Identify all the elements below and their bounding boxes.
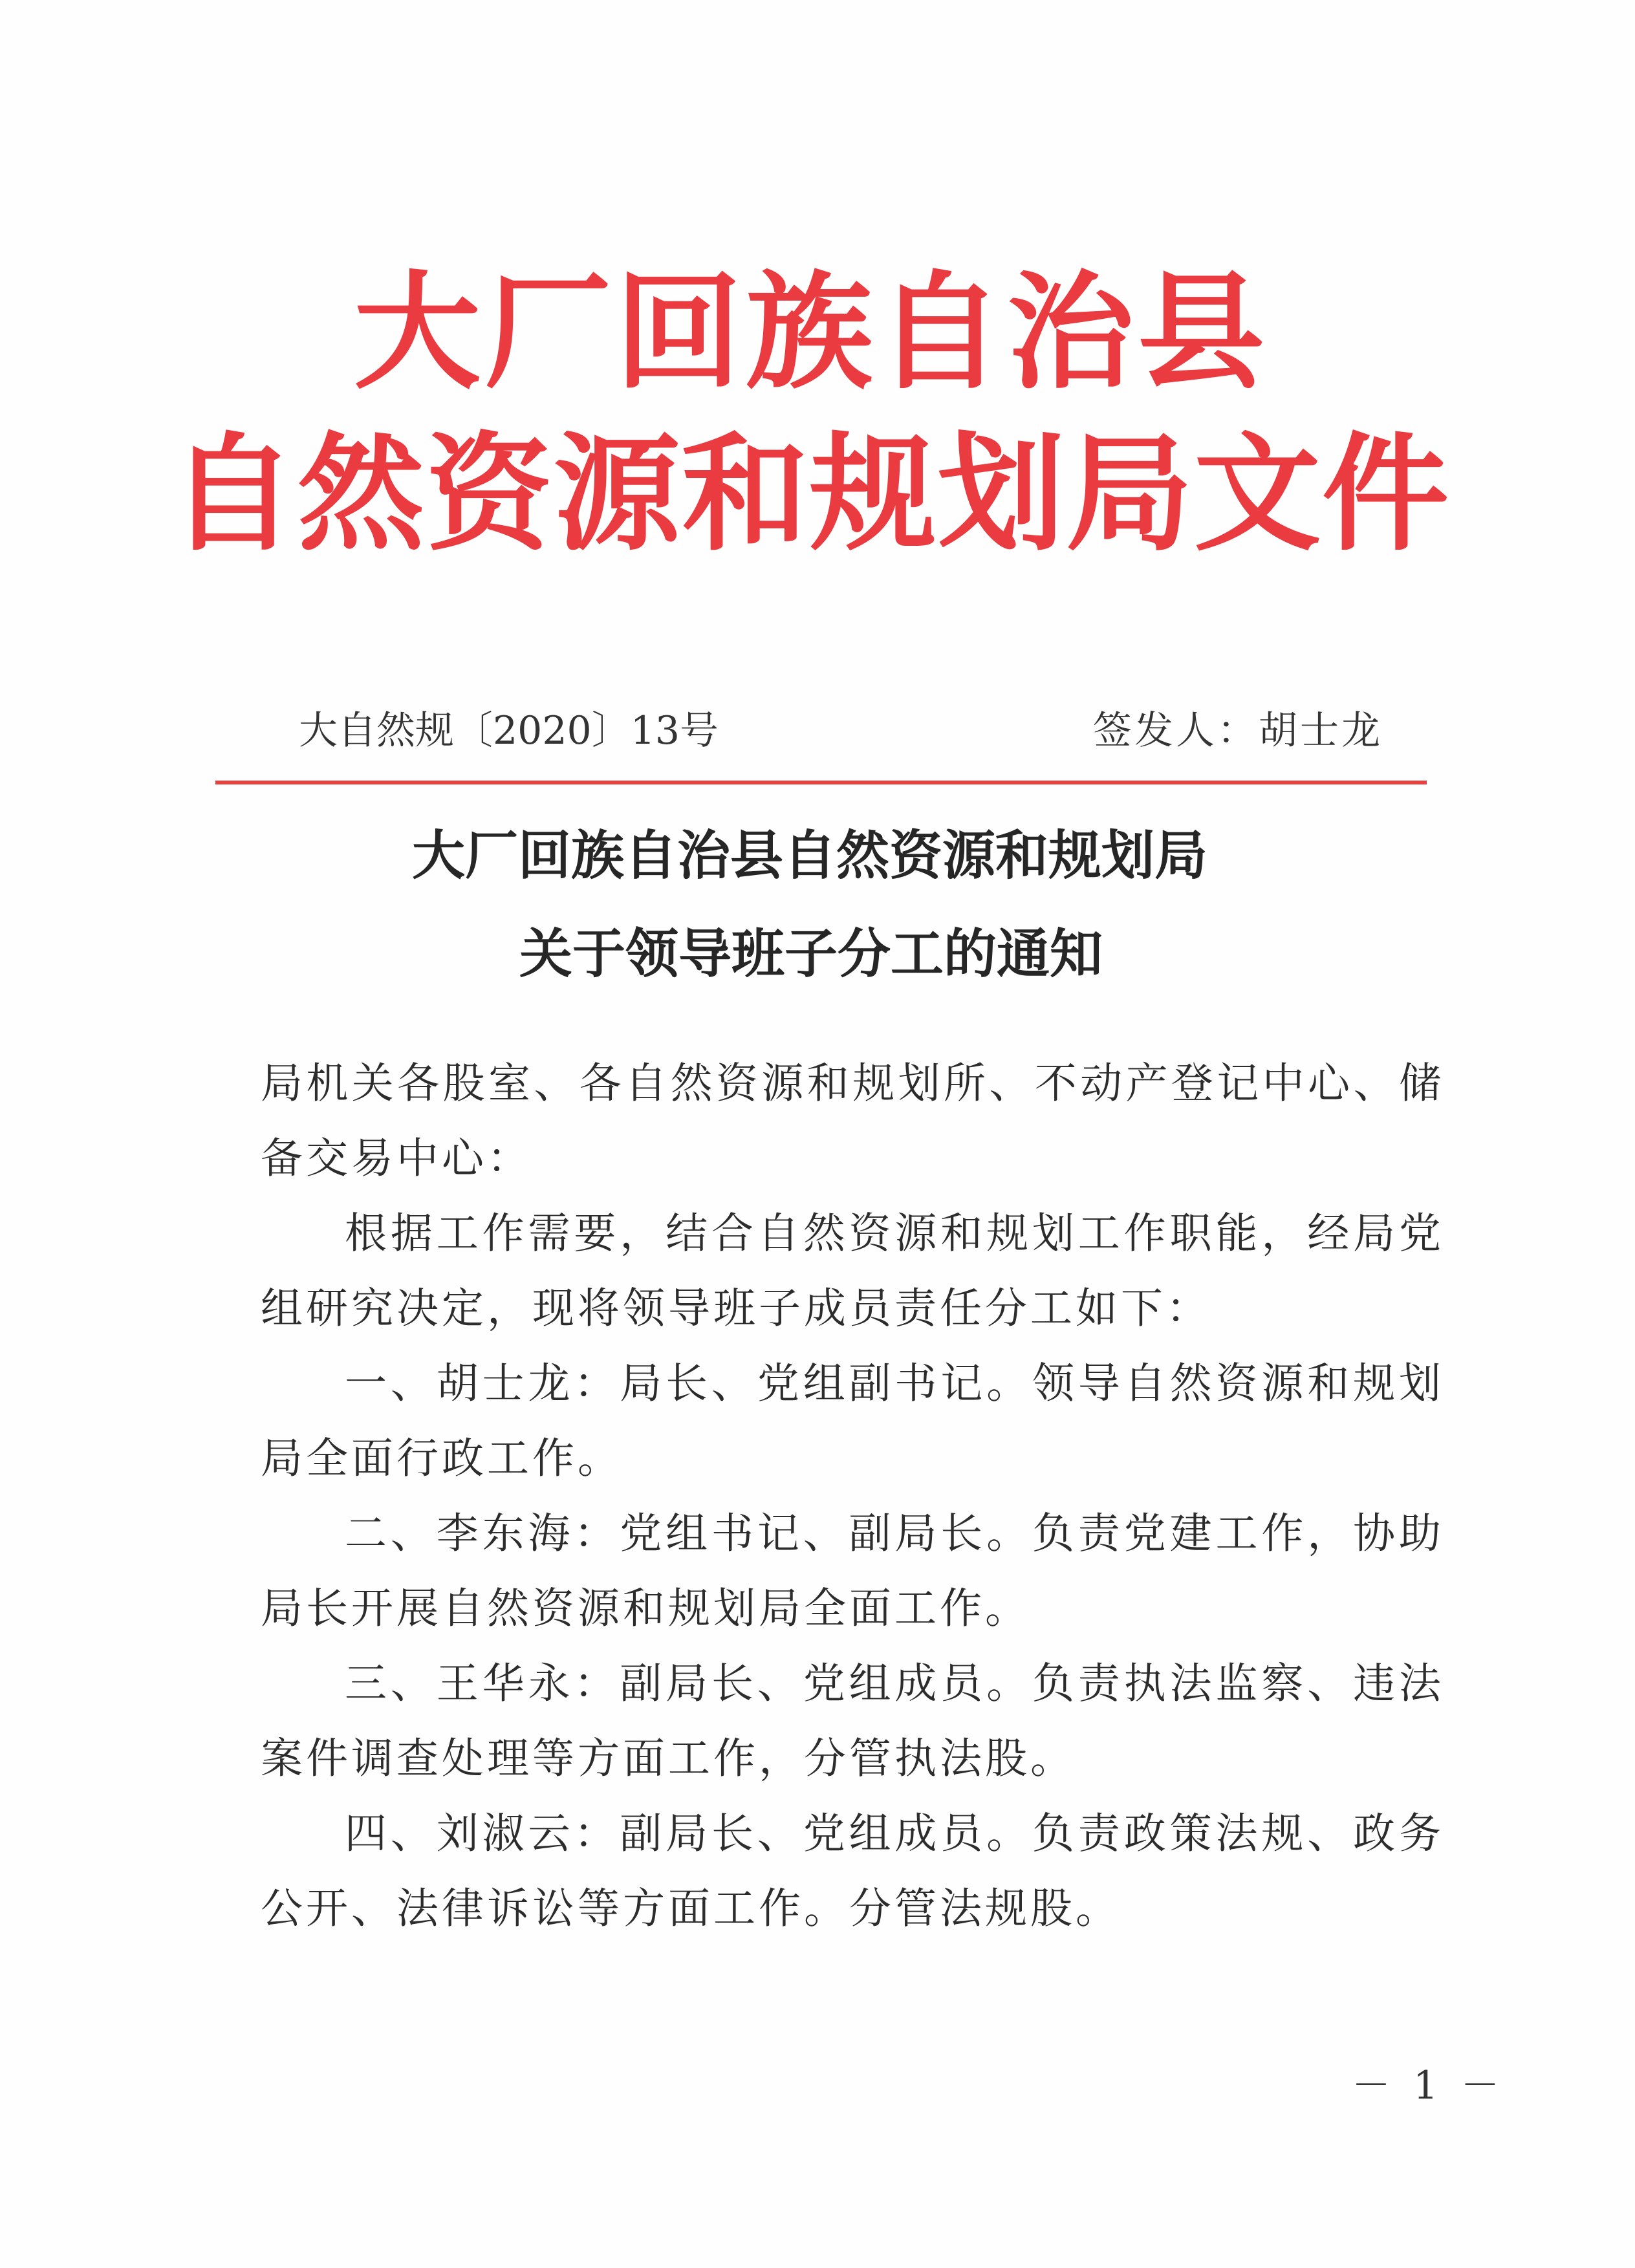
intro-paragraph: 根据工作需要，结合自然资源和规划工作职能，经局党组研究决定，现将领导班子成员责任分工如下： xyxy=(261,1209,1444,1333)
red-divider-line xyxy=(215,781,1427,784)
signer: 签发人：胡士龙 xyxy=(1093,708,1383,753)
page-number: － 1 － xyxy=(1352,2063,1505,2108)
assignment-item: 一、胡士龙：局长、党组副书记。领导自然资源和规划局全面行政工作。 xyxy=(261,1359,1444,1483)
recipients: 局机关各股室、各自然资源和规划所、不动产登记中心、储备交易中心： xyxy=(261,1059,1444,1183)
header-document-type: 自然资源和规划局文件 xyxy=(169,421,1450,568)
title-line-1: 大厂回族自治县自然资源和规划局 xyxy=(411,825,1207,887)
assignment-item: 四、刘淑云：副局长、党组成员。负责政策法规、政务公开、法律诉讼等方面工作。分管法规股。 xyxy=(261,1809,1444,1933)
header-org-name: 大厂回族自治县 xyxy=(353,259,1268,407)
document-number: 大自然规〔2020〕13号 xyxy=(299,708,719,753)
title-line-2: 关于领导班子分工的通知 xyxy=(519,923,1103,985)
assignment-item: 二、李东海：党组书记、副局长。负责党建工作，协助局长开展自然资源和规划局全面工作。 xyxy=(261,1509,1444,1633)
document-body xyxy=(261,1046,1444,1947)
assignment-item: 三、王华永：副局长、党组成员。负责执法监察、违法案件调查处理等方面工作，分管执法股。 xyxy=(261,1659,1444,1783)
